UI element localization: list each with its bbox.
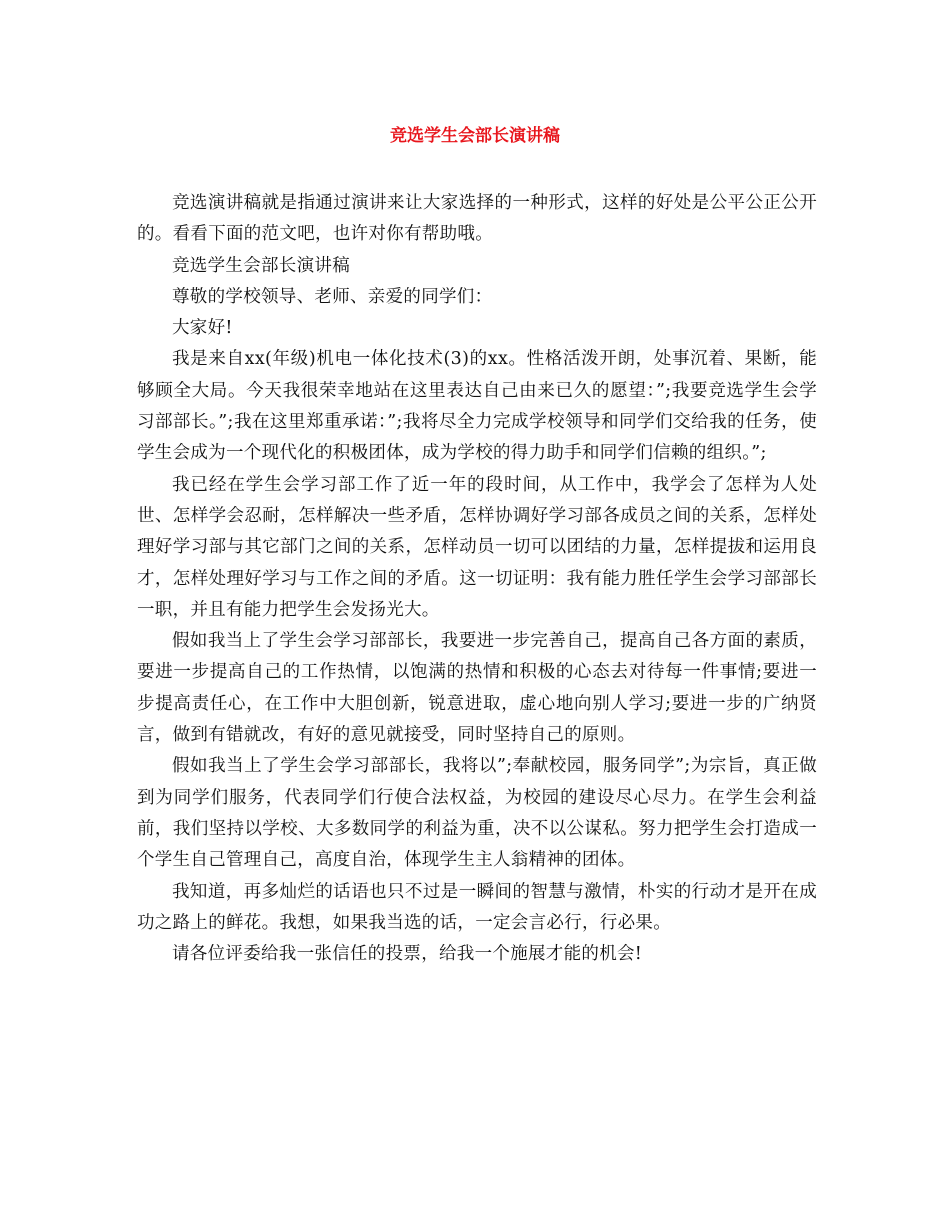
paragraph-promise: 我知道，再多灿烂的话语也只不过是一瞬间的智慧与激情，朴实的行动才是开在成功之路上的鲜花。我想，如果我当选的话，一定会言必行，行必果。 xyxy=(137,881,817,933)
paragraph-experience: 我已经在学生会学习部工作了近一年的段时间，从工作中，我学会了怎样为人处世、怎样学会忍耐，怎样解决一些矛盾，怎样协调好学习部各成员之间的关系，怎样处理好学习部与其它部门之间的关系，怎样动员一切可以团结的力量，怎样提拔和运用良才，怎样处理好学习与工作之间的矛盾。这一切证明：我有能力胜任学生会学习部部长一职，并且有能力把学生会发扬光大。 xyxy=(137,474,817,620)
paragraph-intro: 竞选演讲稿就是指通过演讲来让大家选择的一种形式，这样的好处是公平公正公开的。看看下面的范文吧，也许对你有帮助哦。 xyxy=(137,193,817,245)
paragraph-greeting: 大家好! xyxy=(172,318,233,339)
document-body xyxy=(137,188,817,970)
document-title: 竞选学生会部长演讲稿 xyxy=(390,126,560,146)
paragraph-plan-two: 假如我当上了学生会学习部部长，我将以”;奉献校园，服务同学”;为宗旨，真正做到为同学们服务，代表同学们行使合法权益，为校园的建设尽心尽力。在学生会利益前，我们坚持以学校、大多数同学的利益为重，决不以公谋私。努力把学生会打造成一个学生自己管理自己，高度自治，体现学生主人翁精神的团体。 xyxy=(137,756,817,871)
paragraph-subtitle: 竞选学生会部长演讲稿 xyxy=(172,255,350,276)
paragraph-closing: 请各位评委给我一张信任的投票，给我一个施展才能的机会! xyxy=(172,944,643,965)
paragraph-salutation: 尊敬的学校领导、老师、亲爱的同学们： xyxy=(172,286,493,307)
paragraph-plan-one: 假如我当上了学生会学习部部长，我要进一步完善自己，提高自己各方面的素质，要进一步提高自己的工作热情，以饱满的热情和积极的心态去对待每一件事情;要进一步提高责任心，在工作中大胆创新，锐意进取，虚心地向别人学习;要进一步的广纳贤言，做到有错就改，有好的意见就接受，同时坚持自己的原则。 xyxy=(137,631,817,746)
paragraph-self-introduction: 我是来自xx(年级)机电一体化技术(3)的xx。性格活泼开朗，处事沉着、果断，能够顾全大局。今天我很荣幸地站在这里表达自己由来已久的愿望：”;我要竞选学生会学习部部长。”;我在这里郑重承诺：”;我将尽全力完成学校领导和同学们交给我的任务，使学生会成为一个现代化的积极团体，成为学校的得力助手和同学们信赖的组织。”; xyxy=(137,349,817,464)
